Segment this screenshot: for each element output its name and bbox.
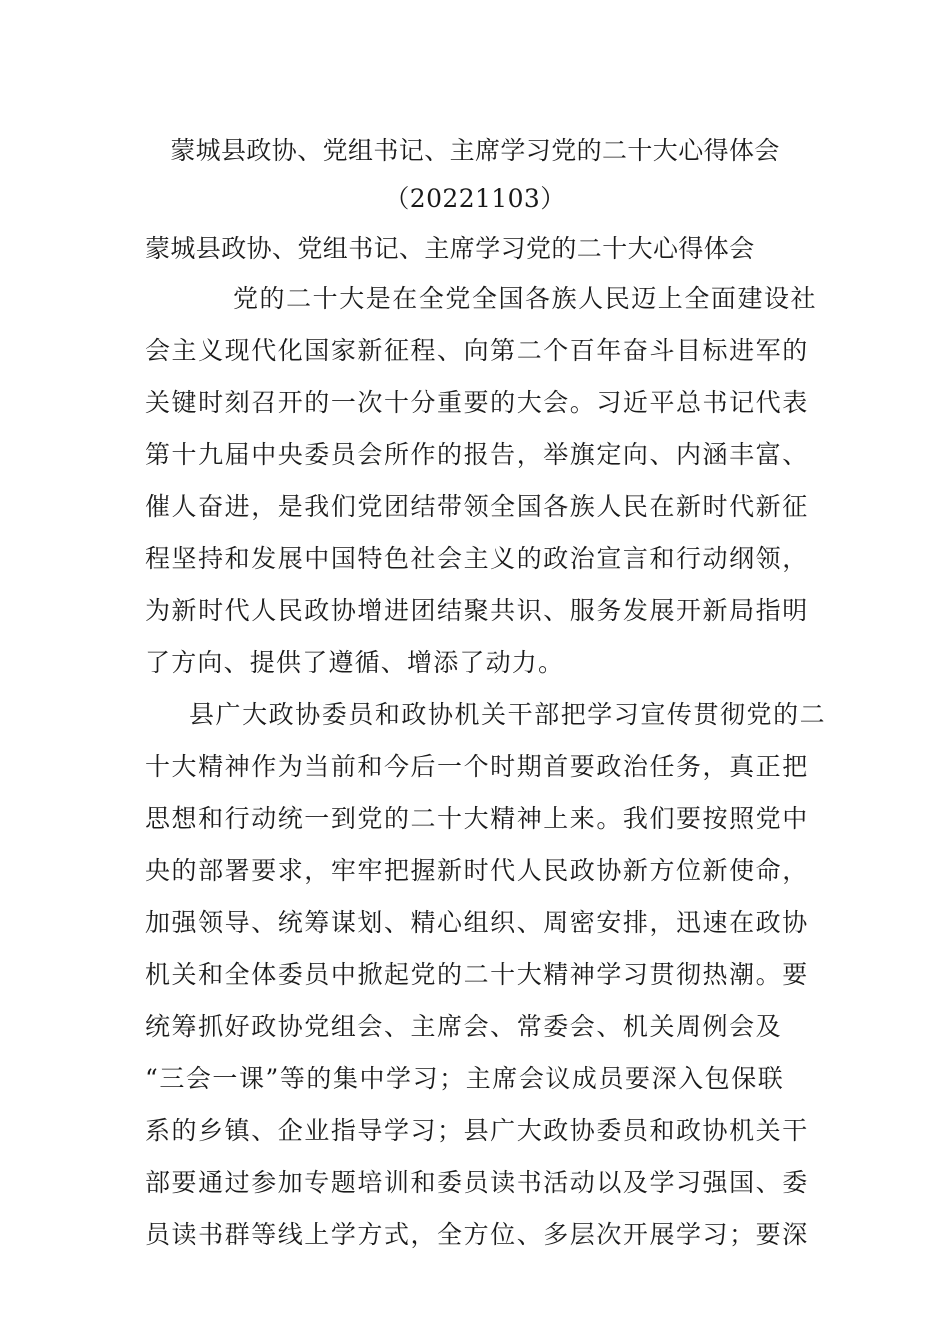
body-line: 机关和全体委员中掀起党的二十大精神学习贯彻热潮。要 <box>145 960 809 989</box>
body-line: 催人奋进，是我们党团结带领全国各族人民在新时代新征 <box>145 492 809 521</box>
body-line: 了方向、提供了遵循、增添了动力。 <box>145 648 565 677</box>
body-line: 部要通过参加专题培训和委员读书活动以及学习强国、委 <box>145 1168 809 1197</box>
body-line: 十大精神作为当前和今后一个时期首要政治任务，真正把 <box>145 752 809 781</box>
body-line: 系的乡镇、企业指导学习；县广大政协委员和政协机关干 <box>145 1116 809 1145</box>
body-line: 员读书群等线上学方式，全方位、多层次开展学习；要深 <box>145 1220 809 1249</box>
body-line: 县广大政协委员和政协机关干部把学习宣传贯彻党的二 <box>189 700 827 729</box>
body-line: 党的二十大是在全党全国各族人民迈上全面建设社 <box>233 284 818 313</box>
document-subtitle: 蒙城县政协、党组书记、主席学习党的二十大心得体会 <box>145 234 755 263</box>
body-line: 央的部署要求，牢牢把握新时代人民政协新方位新使命， <box>145 856 809 885</box>
body-line: 统筹抓好政协党组会、主席会、常委会、机关周例会及 <box>145 1012 783 1041</box>
body-line: 关键时刻召开的一次十分重要的大会。习近平总书记代表 <box>145 388 809 417</box>
body-line: 加强领导、统筹谋划、精心组织、周密安排，迅速在政协 <box>145 908 809 937</box>
body-line: 第十九届中央委员会所作的报告，举旗定向、内涵丰富、 <box>145 440 809 469</box>
body-line: 思想和行动统一到党的二十大精神上来。我们要按照党中 <box>145 804 809 833</box>
body-line: 会主义现代化国家新征程、向第二个百年奋斗目标进军的 <box>145 336 809 365</box>
body-line: “三会一课”等的集中学习；主席会议成员要深入包保联 <box>145 1064 785 1093</box>
document-body <box>145 282 827 1270</box>
document-title: 蒙城县政协、党组书记、主席学习党的二十大心得体会 <box>170 136 780 165</box>
body-line: 程坚持和发展中国特色社会主义的政治宣言和行动纲领， <box>145 544 809 573</box>
document-date: （20221103） <box>384 184 566 213</box>
body-line: 为新时代人民政协增进团结聚共识、服务发展开新局指明 <box>145 596 809 625</box>
